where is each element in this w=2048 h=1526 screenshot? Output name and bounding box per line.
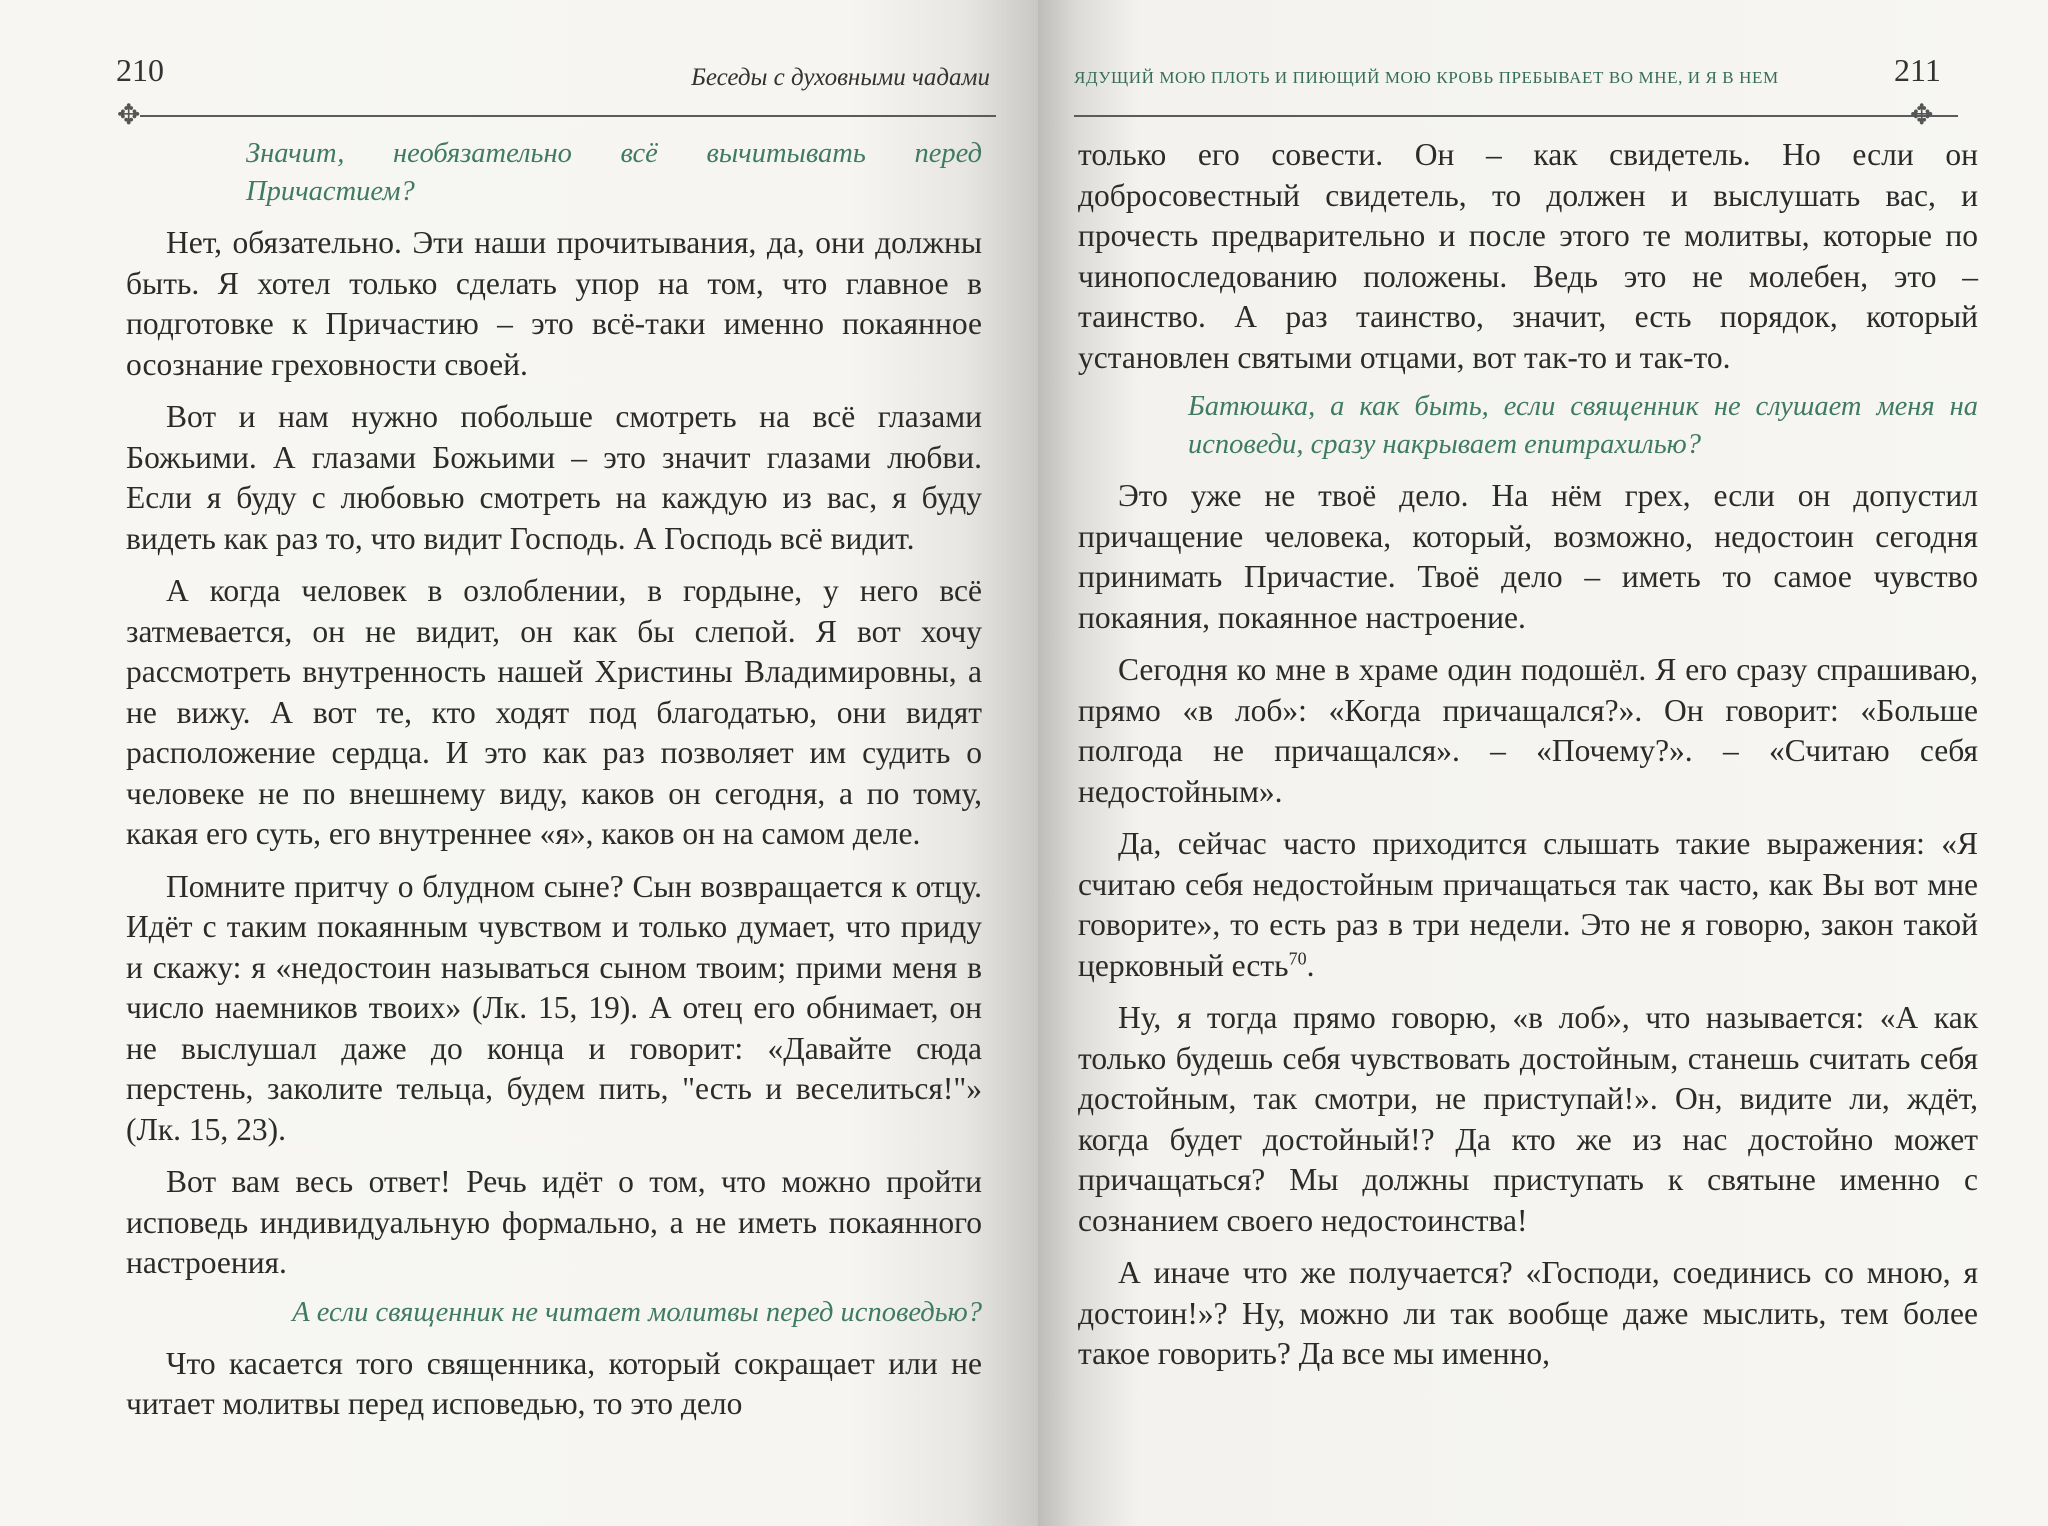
period: .	[1306, 947, 1315, 983]
cross-ornament-icon: ✥	[1910, 98, 1934, 131]
page-number-left: 210	[116, 52, 164, 88]
paragraph: Нет, обязательно. Эти наши прочитывания, да, они должны быть. Я хотел только сделать упор на том, что главное в подготовке к Причастию – это всё-таки именно покаянное осознание греховности своей.	[126, 225, 982, 382]
paragraph	[1078, 824, 1978, 986]
right-page	[1038, 0, 2048, 1526]
paragraph-text: Да, сейчас часто приходится слышать такие выражения: «Я считаю себя недостойным причащаться так часто, как Вы вот мне говорите», то есть раз в три недели. Это не я говорю, закон такой церковный есть	[1078, 826, 1978, 983]
paragraph: только его совести. Он – как свидетель. Но если он добросовестный свидетель, то должен и выслушать вас, и прочесть предварительно и после этого те молитвы, которые по чинопоследованию положены. Ведь это не молебен, это – таинство. А раз таинство, значит, есть порядок, который установлен святыми отцами, вот так-то и так-то.	[1078, 137, 1978, 375]
paragraph: А когда человек в озлоблении, в гордыне, у него всё затмевается, он не видит, он как бы слепой. Я вот хочу рассмотреть внутренность нашей Христины Владимировны, а не вижу. А вот те, кто ходят под благодатью, они видят расположение сердца. И это как раз позволяет им судить о человеке не по внешнему виду, каков он сегодня, а по тому, какая его суть, его внутреннее «я», каков он на самом деле.	[126, 573, 982, 851]
paragraph: Это уже не твоё дело. На нём грех, если он допустил причащение человека, который, возможно, недостоин сегодня принимать Причастие. Твоё дело – иметь то самое чувство покаяния, покаянное настроение.	[1078, 478, 1978, 635]
paragraph: Помните притчу о блудном сыне? Сын возвращается к отцу. Идёт с таким покаянным чувством и только думает, что приду и скажу: я «недостоин называться сыном твоим; прими меня в число наемников твоих» (Лк. 15, 19). А отец его обнимает, он не выслушал даже до конца и говорит: «Давайте сюда перстень, заколите тельца, будем пить, "есть и веселиться!"» (Лк. 15, 23).	[126, 868, 982, 1147]
footnote-ref: 70	[1288, 948, 1307, 968]
paragraph: Вот вам весь ответ! Речь идёт о том, что можно пройти исповедь индивидуальную формально, а не иметь покаянного настроения.	[126, 1164, 982, 1280]
running-title-left: Беседы с духовными чадами	[691, 64, 990, 91]
paragraph: А иначе что же получается? «Господи, соединись со мною, я достоин!»? Ну, можно ли так вообще даже мыслить, тем более такое говорить? Да все мы именно,	[1078, 1255, 1978, 1371]
paragraph: Что касается того священника, который сокращает или не читает молитвы перед исповедью, то это дело	[126, 1345, 982, 1421]
header-rule-right	[1074, 115, 1958, 117]
right-page-text	[1078, 135, 1978, 1375]
paragraph: Сегодня ко мне в храме один подошёл. Я его сразу спрашиваю, прямо «в лоб»: «Когда причащался?». Он говорит: «Больше полгода не причащался». – «Почему?». – «Считаю себя недостойным».	[1078, 652, 1978, 809]
page-number-right: 211	[1894, 52, 1941, 88]
paragraph: Вот и нам нужно побольше смотреть на всё глазами Божьими. А глазами Божьими – это значит глазами любви. Если я буду с любовью смотреть на каждую из вас, я буду видеть как раз то, что видит Господь. А Господь всё видит.	[126, 399, 982, 556]
cross-ornament-icon: ✥	[117, 98, 141, 131]
running-title-right: ЯДУЩИЙ МОЮ ПЛОТЬ И ПИЮЩИЙ МОЮ КРОВЬ ПРЕБЫВАЕТ ВО МНЕ, И Я В НЕМ	[1074, 68, 1779, 87]
header-rule-left	[140, 115, 996, 117]
question-heading: Значит, необязательно всё вычитывать перед Причастием?	[246, 138, 982, 207]
left-page-text	[126, 135, 982, 1425]
paragraph: Ну, я тогда прямо говорю, «в лоб», что называется: «А как только будешь себя чувствовать достойным, станешь считать себя достойным, так смотри, не приступай!». Он, видите ли, ждёт, когда будет достойный!? Да кто же из нас достойно может причащаться? Мы должны приступать к святыне именно с сознанием своего недостоинства!	[1078, 1000, 1978, 1238]
question-heading: Батюшка, а как быть, если священник не слушает меня на исповеди, сразу накрывает епитрахилью?	[1188, 391, 1978, 460]
question-heading: А если священник не читает молитвы перед исповедью?	[292, 1296, 982, 1328]
